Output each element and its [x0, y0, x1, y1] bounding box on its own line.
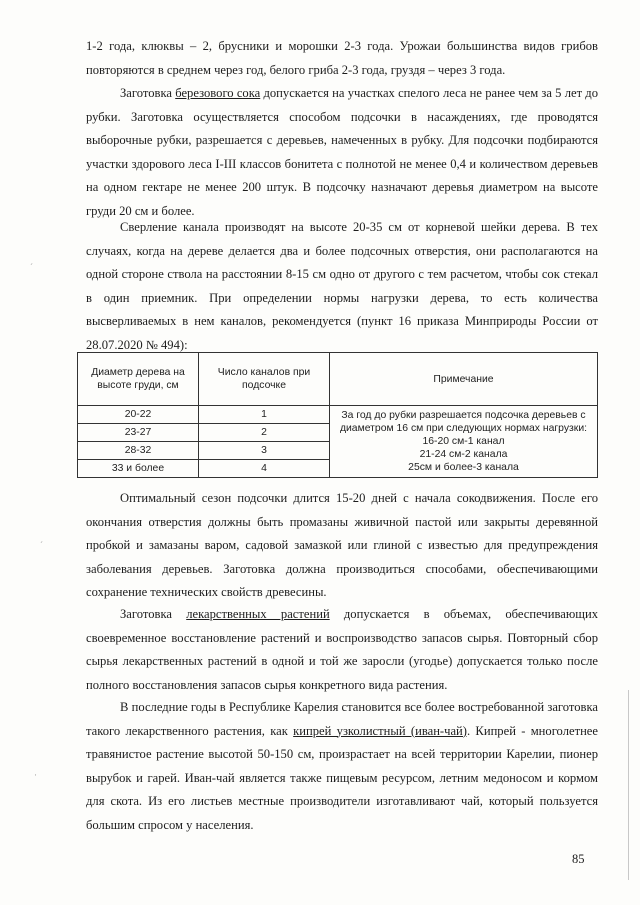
scan-edge-line	[628, 690, 629, 880]
paragraph-text: допускается на участках спелого леса не ранее чем за 5 лет до рубки. Заготовка осуществляется способом подсочки в насаждениях, где проводятся выборочные рубки, разрешается с деревьев, намеченных в рубку. Для подсочки подбираются участки здорового леса I-III классов бонитета с полнотой не менее 0,4 и количеством деревьев на одном гектаре не менее 200 штук. В подсочку назначают деревья диаметром на высоте груди 20 см и более.	[86, 86, 599, 218]
note-line: 16-20 см-1 канал	[422, 436, 505, 447]
cell-channels: 2	[199, 424, 330, 442]
scan-speck: ˊ	[40, 540, 43, 550]
underlined-term-medicinal-plants: лекарственных растений	[186, 607, 330, 621]
note-line: За год до рубки разрешается подсочка деревьев с диаметром 16 см при следующих нормах нагрузки:	[339, 410, 588, 434]
scan-speck: ·	[34, 770, 37, 780]
tapping-norms-table	[77, 352, 598, 478]
header-channels: Число каналов при подсочке	[199, 353, 330, 406]
cell-channels: 3	[199, 442, 330, 460]
scan-speck: ˊ	[30, 262, 33, 272]
paragraph-fireweed	[86, 696, 598, 838]
table-row	[78, 406, 598, 424]
paragraph-text: . Кипрей - многолетнее травянистое растение высотой 50-150 см, произрастает на всей территории Карелии, пионер вырубок и гарей. Иван-чай является также пищевым ресурсом, летним медоносом и кормом для скота. Из его листьев местные производители изготавливают чай, который пользуется большим спросом у населения.	[86, 723, 598, 832]
header-note: Примечание	[330, 353, 598, 406]
paragraph-text: допускается в объемах, обеспечивающих своевременное восстановление растений и воспроизводство запасов сырья. Повторный сбор сырья лекарственных растений в одной и той же заросли (угодье) допускается только после полного восстановления запасов сырья конкретного вида растения.	[86, 607, 598, 692]
note-line: 21-24 см-2 канала	[419, 449, 508, 460]
cell-note	[330, 406, 598, 478]
paragraph-text: В последние годы в Республике Карелия становится все более востребованной заготовка такого лекарственного растения, как	[86, 700, 598, 738]
underlined-term-fireweed: кипрей узколистный (иван-чай)	[293, 723, 467, 738]
header-diameter: Диаметр дерева на высоте груди, см	[78, 353, 199, 406]
paragraph-birch-sap	[86, 82, 598, 224]
paragraph-drilling: Сверление канала производят на высоте 20-35 см от корневой шейки дерева. В тех случаях, когда на дереве делается два и более подсочных отверстия, они располагаются на одной стороне ствола на расстоянии 8-15 см одно от другого с тем расчетом, чтобы сок стекал в один приемник. При определении нормы нагрузки дерева, то есть количества высверливаемых в нем каналов, рекомендуется (пункт 16 приказа Минприроды России от 28.07.2020 № 494):	[86, 220, 598, 352]
table-header-row	[78, 353, 598, 406]
note-line: 25см и более-3 канала	[408, 462, 519, 473]
cell-channels: 4	[199, 460, 330, 478]
cell-diameter: 23-27	[78, 424, 199, 442]
paragraph-text: Заготовка	[120, 86, 176, 100]
paragraph-berries-mushrooms: 1-2 года, клюквы – 2, брусники и морошки 2-3 года. Урожаи большинства видов грибов повторяются в среднем через год, белого гриба 2-3 года, груздя – через 3 года.	[86, 39, 598, 77]
paragraph-tapping-season: Оптимальный сезон подсочки длится 15-20 дней с начала сокодвижения. После его окончания отверстия должны быть промазаны живичной пастой или закрыты деревянной пробкой и замазаны варом, садовой замазкой или глиной с известью для предупреждения заболевания деревьев. Заготовка должна производиться способами, обеспечивающими сохранение технических свойств древесины.	[86, 491, 598, 600]
cell-diameter: 28-32	[78, 442, 199, 460]
paragraph-medicinal-plants	[86, 603, 598, 697]
cell-diameter: 33 и более	[78, 460, 199, 478]
page-number: 85	[572, 852, 585, 866]
cell-diameter: 20-22	[78, 406, 199, 424]
paragraph-text: Заготовка	[120, 607, 187, 621]
underlined-term-birch-sap: березового сока	[175, 86, 261, 100]
cell-channels: 1	[199, 406, 330, 424]
